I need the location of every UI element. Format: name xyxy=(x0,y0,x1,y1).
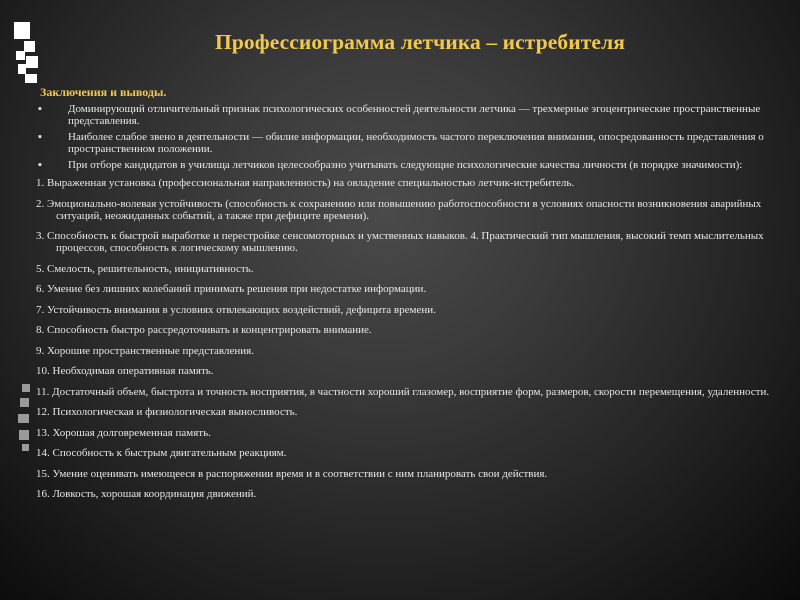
list-item: ▪ Наиболее слабое звено в деятельности — обилие информации, необходимость частого переключения внимания, опосредованность представления о пространственном положении. xyxy=(38,131,764,155)
deco-square xyxy=(26,56,38,68)
list-item: 15. Умение оценивать имеющееся в распоряжении время и в соответствии с ним планировать свои действия. xyxy=(36,467,548,480)
list-item: 9. Хорошие пространственные представления. xyxy=(36,344,254,357)
deco-square xyxy=(18,64,26,74)
list-item: 16. Ловкость, хорошая координация движений. xyxy=(36,488,257,500)
slide-content xyxy=(36,85,788,509)
list-item: 3. Способность к быстрой выработке и перестройке сенсомоторных и умственных навыков. 4. Практический тип мышления, высокий темп мыслительных процессов, способность к логическому мышлению. xyxy=(36,230,764,254)
bullet-icon: ▪ xyxy=(38,159,42,171)
deco-square xyxy=(22,444,29,451)
deco-square xyxy=(24,41,35,52)
list-item: 7. Устойчивость внимания в условиях отвлекающих воздействий, дефицита времени. xyxy=(36,303,436,316)
decorative-square-column xyxy=(0,0,40,600)
deco-square xyxy=(20,398,29,407)
list-item: 2. Эмоционально-волевая устойчивость (способность к сохранению или повышению работоспособности в условиях опасности возникновения аварийных ситуаций, неожиданных событий, а также при дефиците времени). xyxy=(36,197,762,222)
deco-square xyxy=(18,414,29,423)
list-item: 11. Достаточный объем, быстрота и точность восприятия, в частности хороший глазомер, восприятие форм, размеров, скорости перемещения, удаленности. xyxy=(36,385,770,398)
deco-square xyxy=(25,74,37,83)
bullet-icon: ▪ xyxy=(38,103,42,115)
list-item: 10. Необходимая оперативная память. xyxy=(36,365,214,377)
list-item: 12. Психологическая и физиологическая выносливость. xyxy=(36,406,298,418)
deco-square xyxy=(14,22,30,39)
qualities-list xyxy=(36,177,788,500)
list-item: 1. Выраженная установка (профессиональная направленность) на овладение специальностью летчик-истребитель. xyxy=(36,177,575,189)
list-item: 14. Способность к быстрым двигательным реакциям. xyxy=(36,447,287,459)
deco-square xyxy=(22,384,30,392)
list-item: ▪ Доминирующий отличительный признак психологических особенностей деятельности летчика — трехмерные эгоцентрические пространственные представления. xyxy=(38,103,761,127)
conclusions-list xyxy=(36,103,788,171)
list-item: ▪ При отборе кандидатов в училища летчиков целесообразно учитывать следующие психологические качества личности (в порядке значимости): xyxy=(38,159,743,171)
deco-square xyxy=(19,430,29,440)
list-item: 13. Хорошая долговременная память. xyxy=(36,426,211,439)
list-item: 8. Способность быстро рассредоточивать и концентрировать внимание. xyxy=(36,324,372,336)
section-heading: Заключения и выводы. xyxy=(40,85,167,99)
list-item: 6. Умение без лишних колебаний принимать решения при недостатке информации. xyxy=(36,283,427,295)
bullet-icon: ▪ xyxy=(38,131,42,143)
deco-square xyxy=(16,51,25,60)
slide-title: Профессиограмма летчика – истребителя xyxy=(215,30,625,54)
list-item: 5. Смелость, решительность, инициативность. xyxy=(36,262,254,275)
